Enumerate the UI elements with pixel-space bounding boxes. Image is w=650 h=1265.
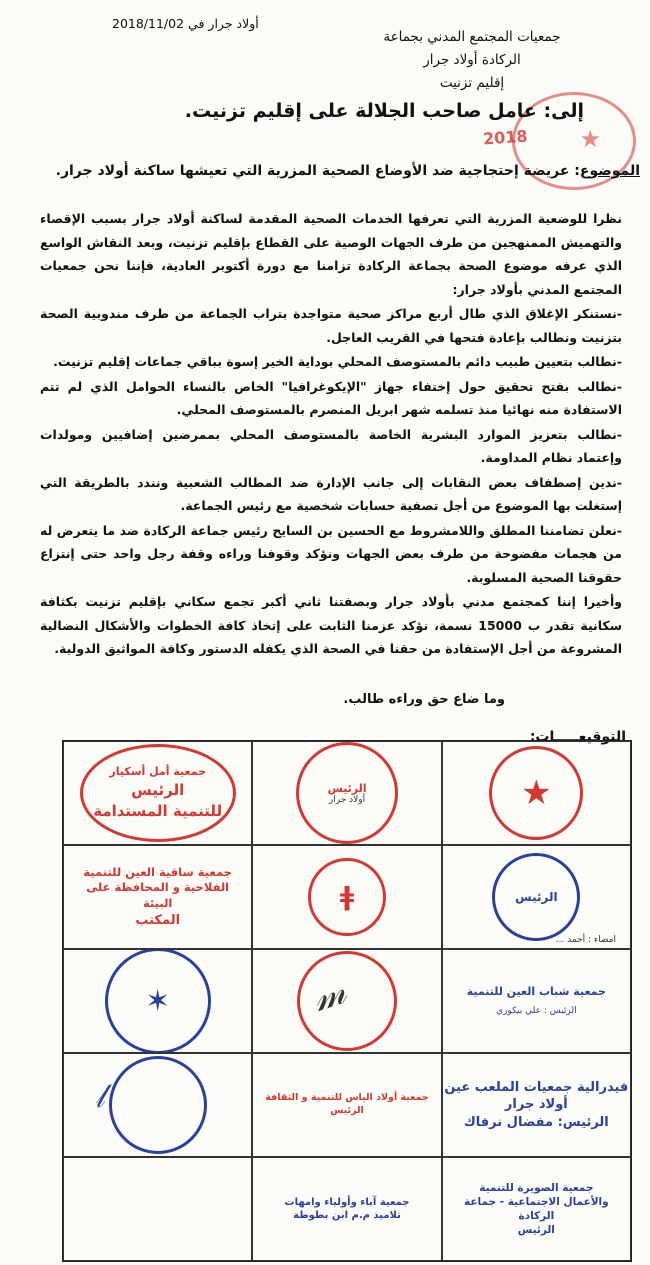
signature-name: امضاء : أحمد ... [555,935,616,945]
stamp-caption: الرئيس [517,1224,555,1237]
stamp-role: الرئيس [131,780,185,799]
paragraph: وأخيرا إننا كمجتمع مدني بأولاد جرار وبصفتنا ثاني أكبر تجمع سكاني بإقليم تزنيت بكثافة سكانية تقدر ب 15000 نسمة، نؤكد عزمنا الثابت على إتخاذ كافة الخطوات والأشكال النضالية المشروعة من أجل الإستفادة من حقنا في الصحة الذي يكفله الدستور وكافة المواثيق الدولية. [40,594,622,656]
paragraph: -نطالب بفتح تحقيق حول إختفاء جهاز "الإيكوغرافيا" الخاص بالنساء الحوامل الذي لم تتم الاستفادة منه نهائيا منذ تسلمه شهر ابريل المنصرم بالمستوصف المحلي. [40,378,622,417]
signature-cell [442,1053,631,1157]
sender-line-2: الركادة أولاد جرار [423,52,521,68]
association-stamp [308,858,386,936]
association-stamp [461,1181,611,1238]
letter-body [40,207,622,662]
signature-cell [63,741,252,845]
stamp-caption: الرئيس : علي بيكوري [496,1006,577,1017]
stamp-heading: جمعية أولاد الياس للتنمية و الثقافة [265,1092,429,1104]
paragraph: -نعلن تضامننا المطلق واللامشروط مع الحسين بن السايح رئيس جماعة الركادة ضد ما يتعرض له من هجمات مفضوحة من طرف بعض الجهات ونؤكد وقوفنا وراءه وقفة رجل واحد حتى إنتزاع حقوقنا الصحية المسلوبة. [40,522,622,585]
signature-cell [252,949,441,1053]
closing-line: وما ضاع حق وراءه طالب. [343,692,505,707]
letter-date: 2018/11/02 [112,16,185,31]
stamp-heading: جمعية الصويرة للتنمية والأعمال الاجتماعية - جماعة الركادة [463,1181,609,1222]
subject-text: : عريضة إحتجاجية ضد الأوضاع الصحية المزرية التي تعيشها ساكنة أولاد جرار. [55,163,580,179]
stamp-role: الرئيس [327,781,367,795]
stamp-heading: فيدرالية جمعيات الملعب عين أولاد جرار [444,1079,629,1113]
signature-cell [252,1157,441,1261]
paragraph: -ندين إصطفاف بعض النقابات إلى جانب الإدارة ضد المطالب الشعبية ونندد بالطريقة التي إستغلت بها الموضوع من أجل تصفية حسابات شخصية مع رئيس الجماعة. [40,474,622,513]
association-stamp [489,746,583,840]
association-stamp [492,853,580,941]
star-icon: ✶ [145,983,171,1019]
paragraph: -نطالب بتعزيز الموارد البشرية الخاصة بالمستوصف المحلي بممرضين إضافيين ومولدات وإعتماد نظام المداومة. [40,426,622,465]
signature-cell [63,1157,252,1261]
signature-cell [252,1053,441,1157]
sender-header [352,26,592,95]
signature-cell [63,949,252,1053]
association-stamp [296,742,398,844]
signatures-grid [62,740,632,1262]
star-icon: ★ [521,773,552,813]
stamp-caption: الرئيس [330,1105,364,1116]
sender-line-1: جمعيات المجتمع المدني بجماعة [383,29,561,45]
association-stamp [461,985,611,1018]
received-stamp-year: 2018 [482,126,529,149]
paragraph: -نطالب بتعيين طبيب دائم بالمستوصف المحلي بوداية الخير إسوة بباقي جماعات إقليم تزنيت. [53,354,622,369]
association-stamp [105,949,211,1053]
sender-line-3: إقليم تزنيت [439,75,505,91]
place-date [112,16,259,31]
association-stamp [78,865,238,929]
signature-cell [63,1053,252,1157]
association-stamp [443,1079,630,1132]
signature-cell [442,949,631,1053]
signature-cell [442,1157,631,1261]
stamp-role: الرئيس [515,890,558,904]
stamp-caption: الرئيس: مفضال نرفاك [463,1114,609,1130]
stamp-caption: للتنمية المستدامة [93,801,223,820]
stamp-heading: جمعية أمل أسكيار [109,765,207,779]
subject-line [15,163,640,179]
handwritten-signature: 𝓁 [91,1079,107,1116]
signatures-title: التوقيعـــــات: [529,729,626,745]
subject-label: الموضوع [579,163,640,179]
association-stamp [277,1196,417,1223]
stamp-heading: جمعية شباب العين للتنمية [466,984,606,998]
stamp-caption: أولاد جرار [328,794,366,805]
handwritten-signature: 𝓂 [307,968,352,1020]
stamp-heading: جمعية ساقية العين للتنمية الفلاحية و المحافظة على البيئة [83,864,232,910]
star-icon: ★ [579,125,601,153]
signature-cell [442,845,631,949]
signature-cell [442,741,631,845]
signature-cell [252,845,441,949]
association-stamp [80,744,236,842]
dagger-icon: ǂ [339,882,355,912]
paragraph: نظرا للوضعية المزرية التي تعرفها الخدمات الصحية المقدمة لساكنة أولاد جرار بسبب الإقصاء والتهميش الممنهجين من طرف الجهات الوصية على القطاع بإقليم تزنيت، وبعد النقاش الواسع الذي عرفه موضوع الصحة بجماعة الركادة تزامنا مع دورة أكتوبر العادية، فإننا نحن جمعيات المجتمع المدني بأولاد جرار: [40,211,622,297]
signature-cell [63,845,252,949]
addressee: إلى: عامل صاحب الجلالة على إقليم تزنيت. [184,100,584,122]
stamp-heading: جمعية آباء وأولياء وامهات تلاميذ م.م ابن بطوطة [284,1196,410,1221]
paragraph: -نستنكر الإغلاق الذي طال أربع مراكز صحية متواجدة بتراب الجماعة من طرف مندوبية الصحة بتزنيت ونطالب بإعادة فتحها في القريب العاجل. [40,306,622,345]
place-label: أولاد جرار في [188,16,259,31]
association-stamp [265,1092,428,1118]
stamp-caption: المكتب [135,912,181,928]
signature-cell [252,741,441,845]
association-stamp [109,1056,207,1154]
